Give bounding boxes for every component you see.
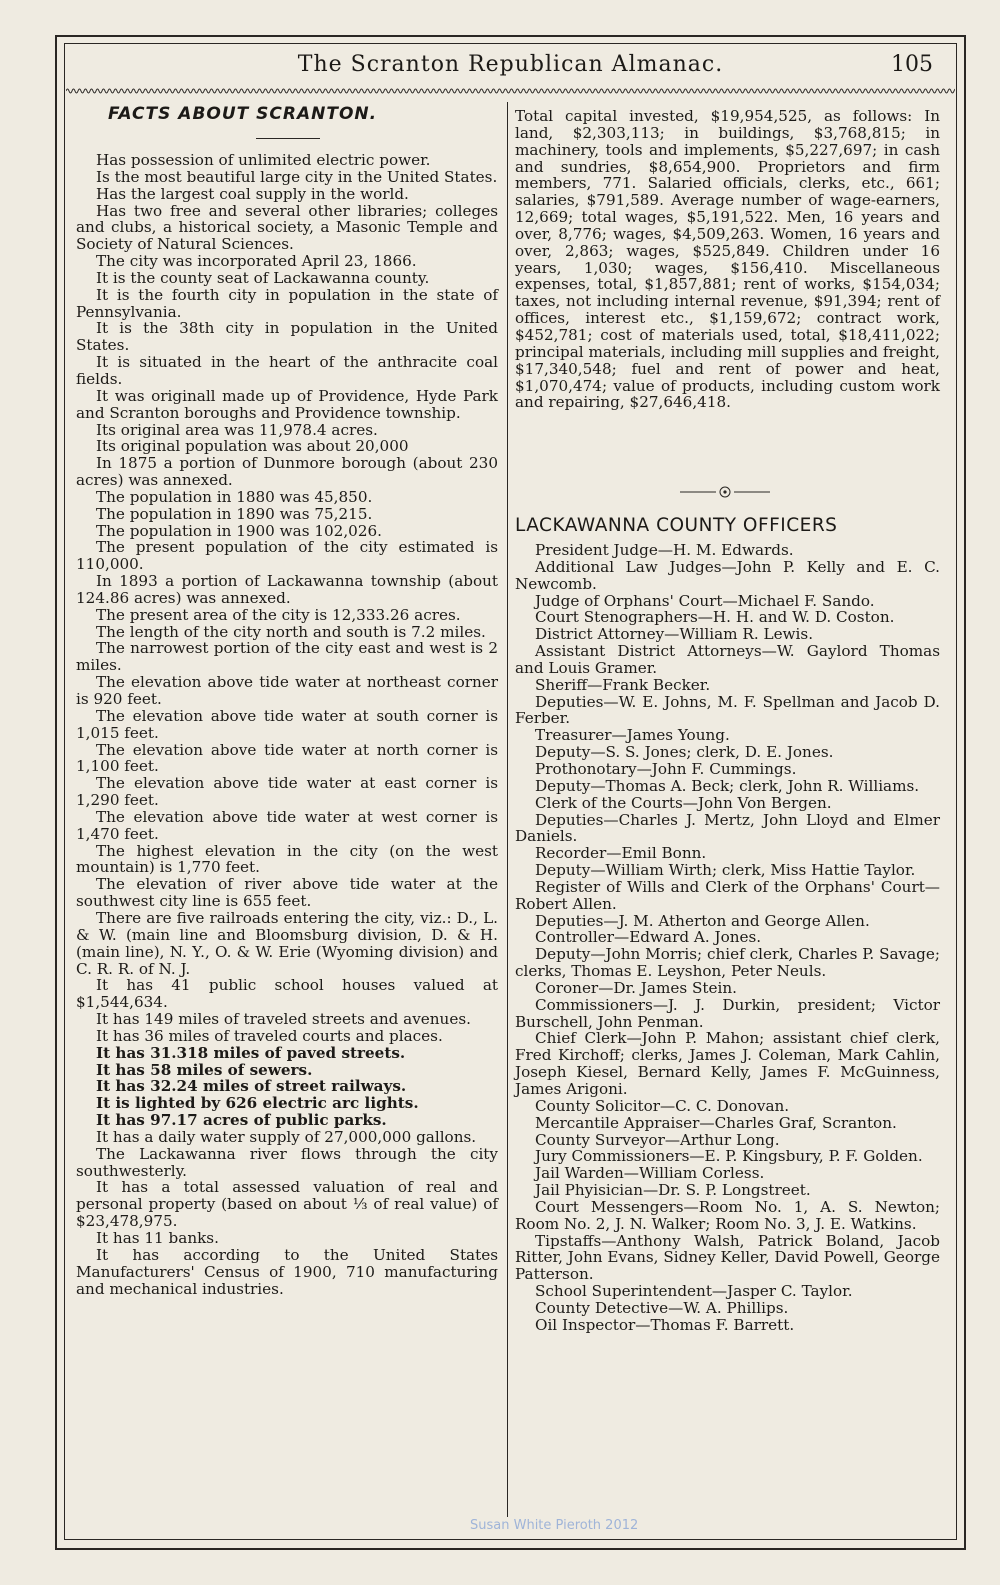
officer-entry: County Solicitor—C. C. Donovan. [535, 1096, 790, 1115]
officer-entry: Sheriff—Frank Becker. [535, 675, 711, 694]
officer-entry: Tipstaffs—Anthony Walsh, Patrick Boland, Jacob Ritter, John Evans, Sidney Keller, David Powell, George Patterson. [515, 1231, 940, 1284]
census-column [515, 108, 940, 411]
officer-entry: Assistant District Attorneys—W. Gaylord Thomas and Louis Gramer. [515, 642, 940, 677]
fact-paragraph: It has 149 miles of traveled streets and avenues. [96, 1010, 471, 1029]
officer-entry: Deputies—J. M. Atherton and George Allen. [535, 911, 870, 930]
fact-paragraph: The present population of the city estimated is 110,000. [76, 538, 498, 574]
officer-entry: Court Messengers—Room No. 1, A. S. Newton; Room No. 2, J. N. Walker; Room No. 3, J. E. Watkins. [515, 1197, 940, 1233]
officer-entry: Deputy—William Wirth; clerk, Miss Hattie Taylor. [535, 861, 916, 880]
officer-entry: Mercantile Appraiser—Charles Graf, Scranton. [535, 1113, 897, 1132]
officers-heading: LACKAWANNA COUNTY OFFICERS [515, 515, 838, 536]
column-divider [507, 102, 508, 1517]
fact-paragraph: The elevation above tide water at east corner is 1,290 feet. [76, 774, 498, 810]
fact-paragraph: Has possession of unlimited electric power. [96, 151, 431, 169]
wavy-rule [66, 86, 955, 96]
officer-entry: Recorder—Emil Bonn. [535, 844, 707, 863]
fact-paragraph: The population in 1890 was 75,215. [96, 504, 373, 523]
facts-heading: FACTS ABOUT SCRANTON. [108, 104, 378, 124]
almanac-title: The Scranton Republican Almanac. [297, 52, 724, 77]
fact-paragraph: The elevation above tide water at northeast corner is 920 feet. [76, 673, 498, 708]
officer-entry: Controller—Edward A. Jones. [535, 928, 762, 947]
officer-entry: Deputy—John Morris; chief clerk, Charles P. Savage; clerks, Thomas E. Leyshon, Peter Neuls. [515, 945, 940, 981]
officer-entry: Prothonotary—John F. Cummings. [535, 759, 797, 778]
fact-paragraph: It has 31.318 miles of paved streets. [96, 1043, 406, 1062]
fact-paragraph: The population in 1900 was 102,026. [96, 521, 382, 540]
officer-entry: Commissioners—J. J. Durkin, president; Victor Burschell, John Penman. [515, 995, 940, 1031]
fact-paragraph: It has a total assessed valuation of real and personal property (based on about ⅓ of real value) of $23,478,975. [76, 1178, 498, 1231]
fact-paragraph: Has two free and several other libraries; colleges and clubs, a historical society, a Masonic Temple and Society of Natural Sciences. [76, 201, 498, 254]
fact-paragraph: It was originall made up of Providence, Hyde Park and Scranton boroughs and Providence township. [76, 386, 498, 422]
fact-paragraph: Is the most beautiful large city in the United States. [96, 167, 498, 186]
page-number: 105 [891, 52, 933, 77]
officer-entry: Chief Clerk—John P. Mahon; assistant chief clerk, Fred Kirchoff; clerks, James J. Coleman, Mark Cahlin, Joseph Kiesel, Bernard Kelly, James F. McGuinness, James Arigoni. [515, 1029, 940, 1098]
fact-paragraph: Its original population was about 20,000 [96, 437, 409, 456]
fact-paragraph: It is situated in the heart of the anthracite coal fields. [76, 353, 498, 388]
officer-entry: Coroner—Dr. James Stein. [535, 978, 737, 997]
fact-paragraph: It has 97.17 acres of public parks. [96, 1111, 387, 1130]
fact-paragraph: It has 58 miles of sewers. [96, 1060, 313, 1079]
fact-paragraph: The elevation above tide water at west corner is 1,470 feet. [76, 807, 498, 843]
fact-paragraph: The Lackawanna river flows through the city southwesterly. [76, 1144, 498, 1180]
fact-paragraph: It is lighted by 626 electric arc lights. [96, 1094, 419, 1113]
fact-paragraph: The length of the city north and south is 7.2 miles. [96, 622, 486, 641]
officer-entry: Oil Inspector—Thomas F. Barrett. [535, 1315, 795, 1334]
fact-paragraph: It has 32.24 miles of street railways. [96, 1077, 407, 1096]
officer-entry: County Detective—W. A. Phillips. [535, 1298, 789, 1317]
fact-paragraph: There are five railroads entering the city, viz.: D., L. & W. (main line and Bloomsburg division, D. & H. (main line), N. Y., O. & W. Erie (Wyoming division) and C. R. R. of N. J. [76, 908, 498, 978]
officer-entry: School Superintendent—Jasper C. Taylor. [535, 1282, 853, 1301]
officer-entry: Jail Warden—William Corless. [535, 1164, 765, 1183]
fact-paragraph: It has 41 public school houses valued at $1,544,634. [76, 976, 498, 1012]
facts-column [76, 152, 498, 1297]
fact-paragraph: It is the fourth city in population in the state of Pennsylvania. [76, 285, 498, 321]
officer-entry: Clerk of the Courts—John Von Bergen. [535, 793, 832, 812]
officer-entry: Deputies—Charles J. Mertz, John Lloyd and Elmer Daniels. [515, 810, 940, 846]
officer-entry: Additional Law Judges—John P. Kelly and E. C. Newcomb. [515, 557, 940, 593]
page-header [64, 52, 957, 88]
officer-entry: Judge of Orphans' Court—Michael F. Sando. [535, 591, 875, 610]
fact-paragraph: It has according to the United States Manufacturers' Census of 1900, 710 manufacturing and mechanical industries. [76, 1245, 498, 1298]
fact-paragraph: The elevation of river above tide water at the southwest city line is 655 feet. [76, 875, 498, 911]
fact-paragraph: It is the county seat of Lackawanna county. [96, 268, 430, 287]
fact-paragraph: In 1875 a portion of Dunmore borough (about 230 acres) was annexed. [76, 454, 498, 490]
officer-entry: Deputy—S. S. Jones; clerk, D. E. Jones. [535, 743, 834, 762]
fact-paragraph: The city was incorporated April 23, 1866. [96, 252, 417, 271]
fact-paragraph: It has 11 banks. [96, 1229, 219, 1247]
fact-paragraph: The elevation above tide water at north corner is 1,100 feet. [76, 740, 498, 776]
officer-entry: Deputy—Thomas A. Beck; clerk, John R. Williams. [535, 776, 920, 795]
census-paragraph: Total capital invested, $19,954,525, as follows: In land, $2,303,113; in buildings, $3,768,815; in machinery, tools and implements, $5,227,697; in cash and sundries, $8,654,900. Proprietors and firm members, 771. Salaried officials, clerks, etc., 661; salaries, $791,589. Average number of wage-earners, 12,669; total wages, $5,191,522. Men, 16 years and over, 8,776; wages, $4,509,263. Women, 16 years and over, 2,863; wages, $525,849. Children under 16 years, 1,030; wages, $156,410. Miscellaneous expenses, total, $1,857,881; rent of works, $154,034; taxes, not including internal revenue, $91,394; rent of offices, interest etc., $1,159,672; contract work, $452,781; cost of materials used, total, $18,411,022; principal materials, including mill supplies and freight, $17,340,548; fuel and rent of power and heat, $1,070,474; value of products, including custom work and repairing, $27,646,418. [515, 107, 940, 412]
fact-paragraph: The highest elevation in the city (on the west mountain) is 1,770 feet. [76, 841, 498, 877]
fact-paragraph: Has the largest coal supply in the world. [96, 184, 409, 203]
officer-entry: President Judge—H. M. Edwards. [535, 541, 794, 559]
officer-entry: County Surveyor—Arthur Long. [535, 1130, 780, 1149]
fact-paragraph: The population in 1880 was 45,850. [96, 487, 373, 506]
fact-paragraph: The elevation above tide water at south corner is 1,015 feet. [76, 706, 498, 742]
officer-entry: District Attorney—William R. Lewis. [535, 625, 814, 644]
heading-rule [256, 138, 320, 139]
fact-paragraph: Its original area was 11,978.4 acres. [96, 420, 378, 439]
fact-paragraph: The present area of the city is 12,333.26 acres. [96, 605, 461, 624]
officer-entry: Jury Commissioners—E. P. Kingsbury, P. F. Golden. [535, 1147, 923, 1166]
watermark: Susan White Pieroth 2012 [470, 1518, 639, 1533]
officer-entry: Court Stenographers—H. H. and W. D. Coston. [535, 608, 895, 627]
fact-paragraph: In 1893 a portion of Lackawanna township (about 124.86 acres) was annexed. [76, 572, 498, 607]
officer-entry: Jail Phyisician—Dr. S. P. Longstreet. [535, 1181, 811, 1200]
fact-paragraph: The narrowest portion of the city east and west is 2 miles. [76, 639, 498, 675]
fact-paragraph: It has 36 miles of traveled courts and places. [96, 1026, 443, 1045]
officer-entry: Treasurer—James Young. [535, 726, 730, 745]
officer-entry: Register of Wills and Clerk of the Orphans' Court—Robert Allen. [515, 877, 940, 913]
fact-paragraph: It is the 38th city in population in the United States. [76, 319, 498, 355]
ornament-divider [680, 485, 770, 499]
officer-entry: Deputies—W. E. Johns, M. F. Spellman and Jacob D. Ferber. [515, 692, 940, 728]
officers-list [515, 542, 940, 1334]
fact-paragraph: It has a daily water supply of 27,000,000 gallons. [96, 1127, 477, 1146]
